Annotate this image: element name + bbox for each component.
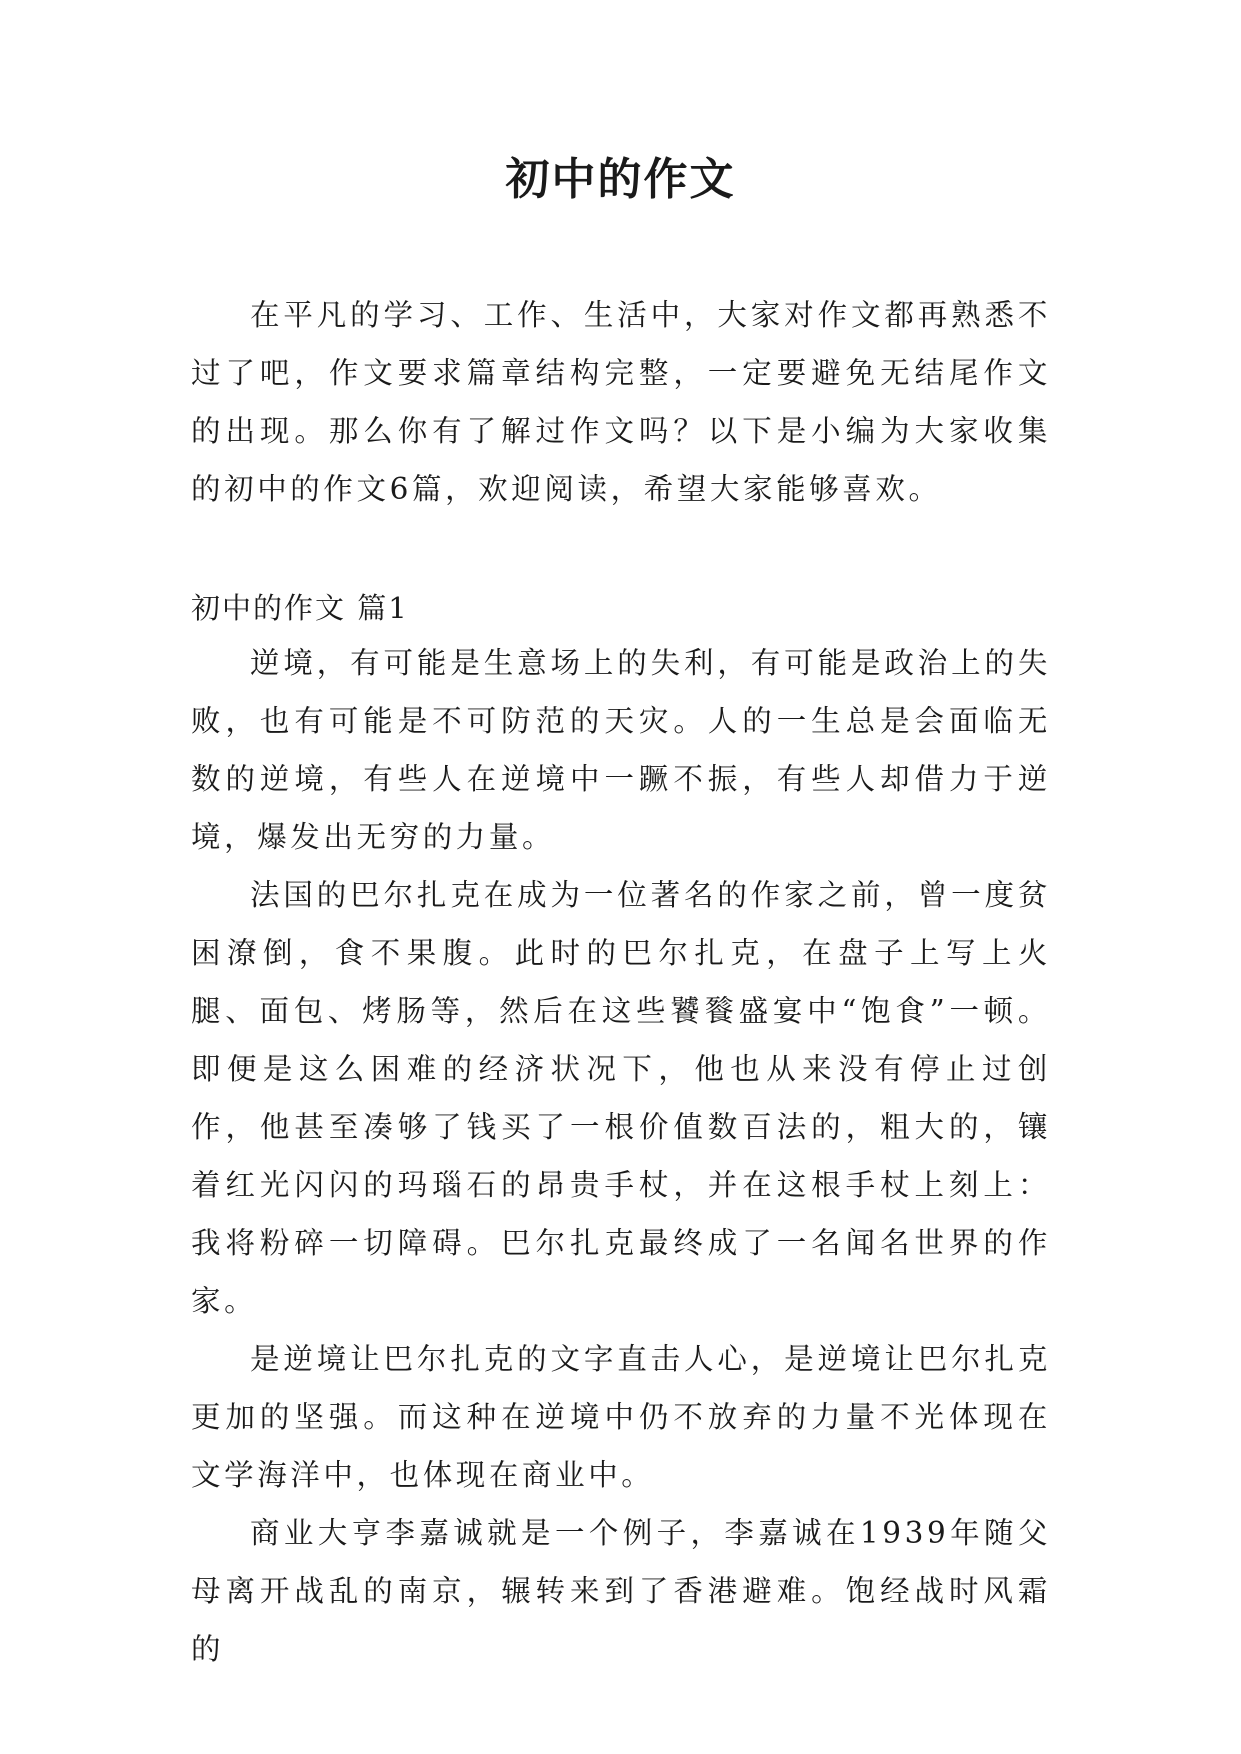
- section-heading: 初中的作文 篇1: [191, 591, 409, 625]
- body-paragraph: 逆境，有可能是生意场上的失利，有可能是政治上的失败，也有可能是不可防范的天灾。人的一生总是会面临无数的逆境，有些人在逆境中一蹶不振，有些人却借力于逆境，爆发出无穷的力量。: [191, 646, 1051, 854]
- body-paragraph: 法国的巴尔扎克在成为一位著名的作家之前，曾一度贫困潦倒，食不果腹。此时的巴尔扎克，在盘子上写上火腿、面包、烤肠等，然后在这些饕餮盛宴中“饱食”一顿。即便是这么困难的经济状况下，他也从来没有停止过创作，他甚至凑够了钱买了一根价值数百法的，粗大的，镶着红光闪闪的玛瑙石的昂贵手杖，并在这根手杖上刻上：我将粉碎一切障碍。巴尔扎克最终成了一名闻名世界的作家。: [191, 878, 1051, 1318]
- intro-block: [191, 286, 1051, 518]
- section-body: [191, 634, 1051, 1678]
- intro-paragraph: 在平凡的学习、工作、生活中，大家对作文都再熟悉不过了吧，作文要求篇章结构完整，一定要避免无结尾作文的出现。那么你有了解过作文吗？以下是小编为大家收集的初中的作文6篇，欢迎阅读，希望大家能够喜欢。: [191, 298, 1051, 506]
- document-title: 初中的作文: [505, 154, 736, 205]
- body-paragraph: 商业大亨李嘉诚就是一个例子，李嘉诚在1939年随父母离开战乱的南京，辗转来到了香港避难。饱经战时风霜的: [191, 1516, 1051, 1666]
- body-paragraph: 是逆境让巴尔扎克的文字直击人心，是逆境让巴尔扎克更加的坚强。而这种在逆境中仍不放弃的力量不光体现在文学海洋中，也体现在商业中。: [191, 1342, 1051, 1492]
